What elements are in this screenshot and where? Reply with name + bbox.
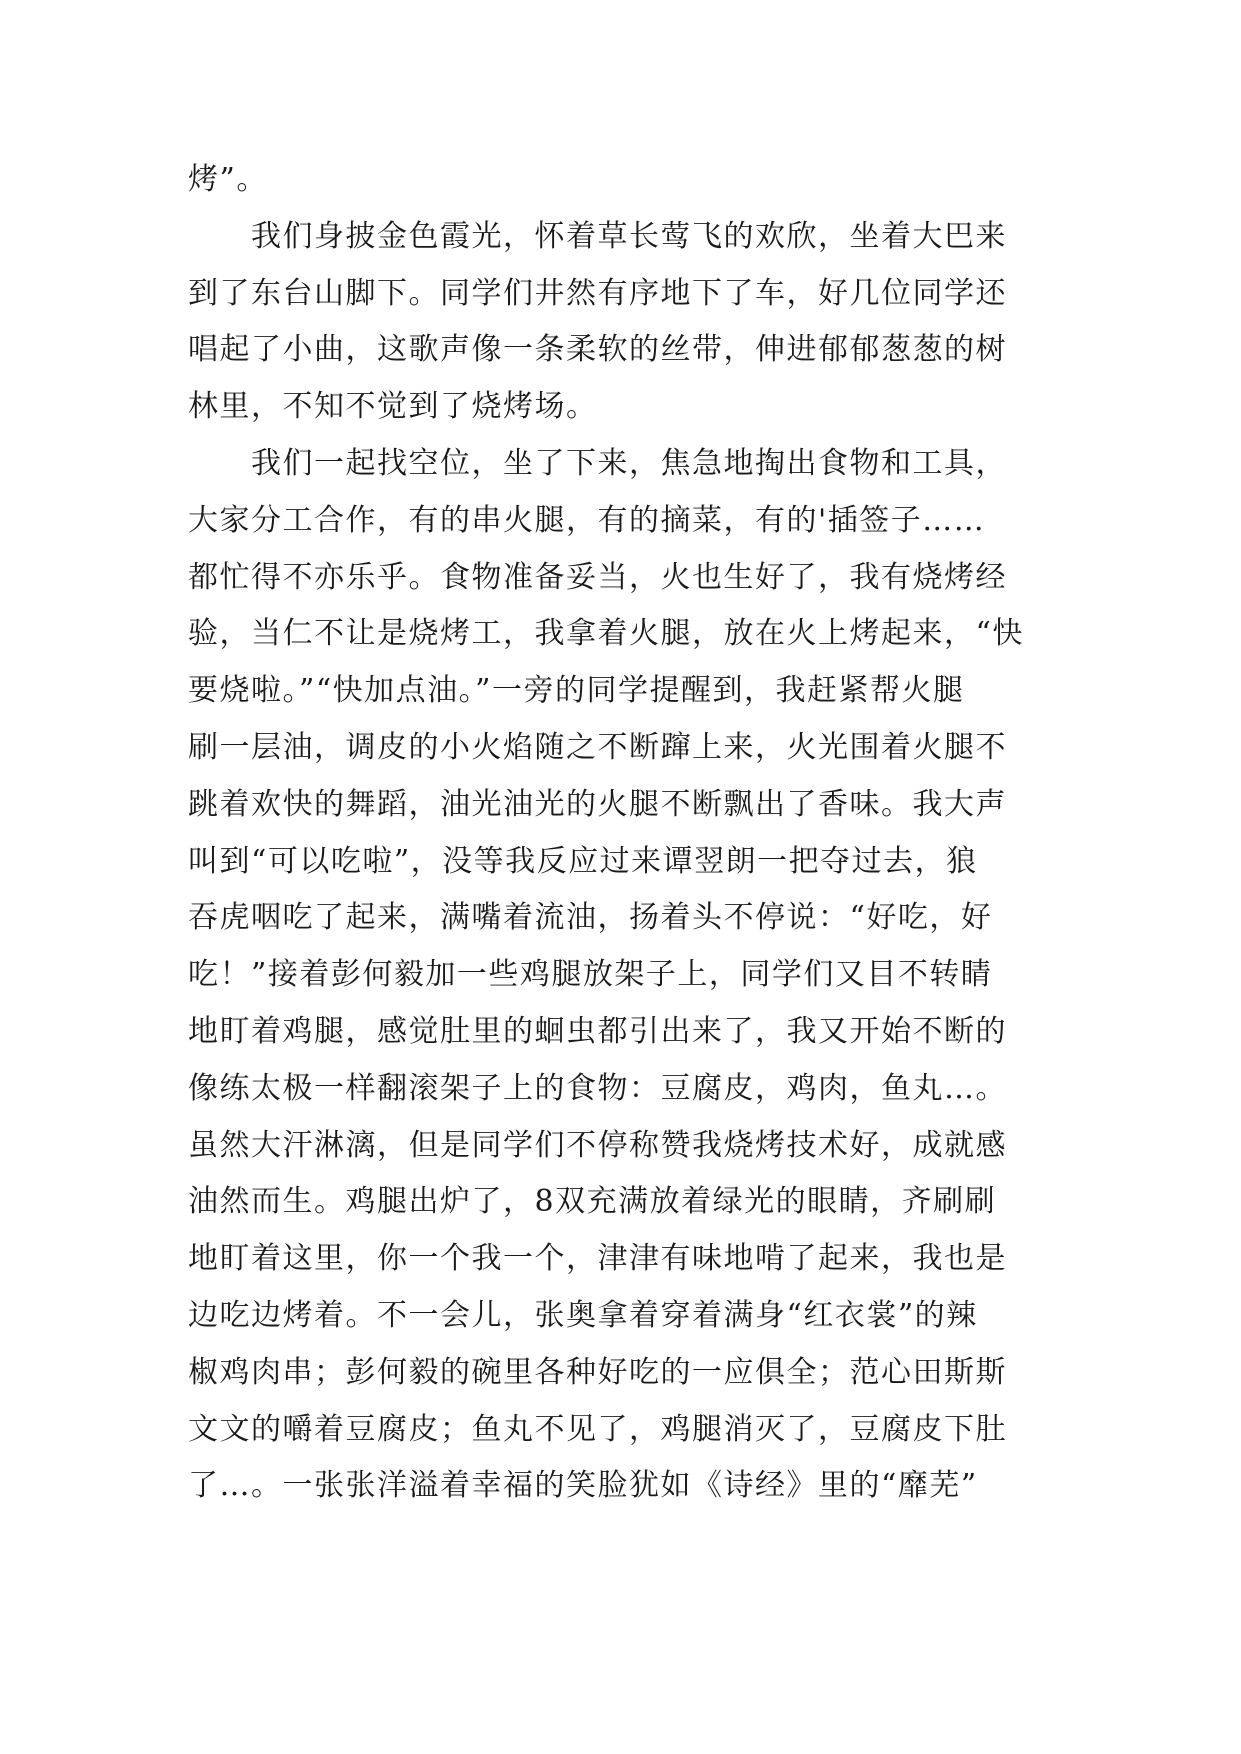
text-line: 验，当仁不让是烧烤工，我拿着火腿，放在火上烤起来，“快 [188, 616, 1024, 652]
text-line: 地盯着这里，你一个我一个，津津有味地啃了起来，我也是 [188, 1241, 1007, 1277]
text-line: 地盯着鸡腿，感觉肚里的蛔虫都引出来了，我又开始不断的 [188, 1013, 1007, 1049]
text-line: 吃！”接着彭何毅加一些鸡腿放架子上，同学们又目不转睛 [188, 957, 993, 993]
text-line: 椒鸡肉串；彭何毅的碗里各种好吃的一应俱全；范心田斯斯 [188, 1354, 1007, 1390]
text-line: 了…。一张张洋溢着幸福的笑脸犹如《诗经》里的“靡芜” [188, 1468, 978, 1504]
text-line: 油然而生。鸡腿出炉了，8双充满放着绿光的眼睛，齐刷刷 [188, 1184, 997, 1220]
text-line: 林里，不知不觉到了烧烤场。 [188, 389, 598, 425]
text-line: 都忙得不亦乐乎。食物准备妥当，火也生好了，我有烧烤经 [188, 559, 1007, 595]
text-line: 吞虎咽吃了起来，满嘴着流油，扬着头不停说：“好吃，好 [188, 900, 993, 936]
text-line: 像练太极一样翻滚架子上的食物：豆腐皮，鸡肉，鱼丸…。 [188, 1070, 1007, 1106]
text-line: 叫到“可以吃啦”，没等我反应过来谭翌朗一把夺过去，狼 [188, 843, 978, 879]
text-line: 到了东台山脚下。同学们井然有序地下了车，好几位同学还 [188, 275, 1007, 311]
text-line: 大家分工合作，有的串火腿，有的摘菜，有的'插签子…… [188, 502, 986, 538]
text-line: 跳着欢快的舞蹈，油光油光的火腿不断飘出了香味。我大声 [188, 786, 1007, 822]
text-line: 刷一层油，调皮的小火焰随之不断蹿上来，火光围着火腿不 [188, 729, 1007, 765]
text-line: 文文的嚼着豆腐皮；鱼丸不见了，鸡腿消灭了，豆腐皮下肚 [188, 1411, 1007, 1447]
text-line: 烤”。 [188, 162, 268, 197]
text-line: 虽然大汗淋漓，但是同学们不停称赞我烧烤技术好，成就感 [188, 1127, 1007, 1163]
text-line: 边吃边烤着。不一会儿，张奥拿着穿着满身“红衣裳”的辣 [188, 1297, 978, 1333]
text-line: 唱起了小曲，这歌声像一条柔软的丝带，伸进郁郁葱葱的树 [188, 332, 1007, 368]
text-line: 要烧啦。”“快加点油。”一旁的同学提醒到，我赶紧帮火腿 [188, 673, 965, 709]
body-text [188, 152, 1054, 1515]
text-line: 我们一起找空位，坐了下来，焦急地掏出食物和工具， [188, 445, 1007, 481]
text-line: 我们身披金色霞光，怀着草长莺飞的欢欣，坐着大巴来 [188, 218, 1007, 254]
